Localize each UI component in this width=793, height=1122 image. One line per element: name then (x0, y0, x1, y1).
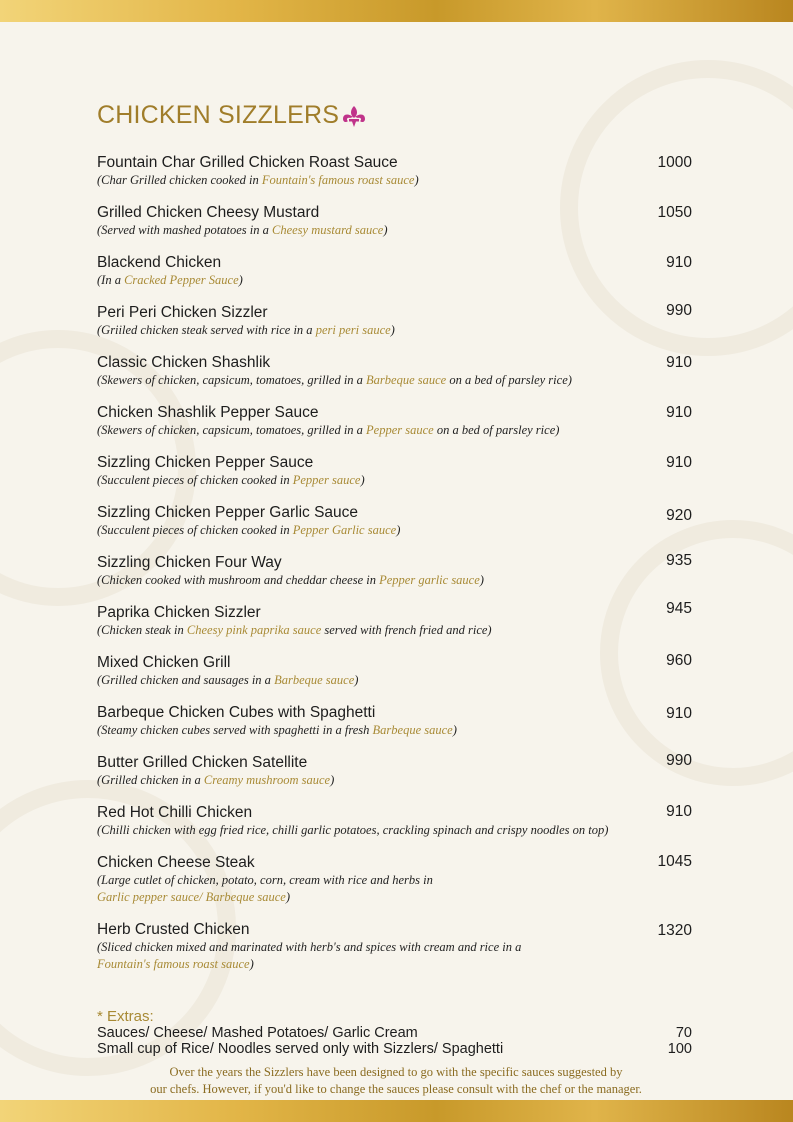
bottom-gold-band (0, 1100, 793, 1122)
menu-item (97, 704, 692, 739)
section-title (97, 101, 367, 130)
menu-item (97, 404, 692, 439)
item-description: (Char Grilled chicken cooked in Fountain's famous roast sauce) (97, 173, 419, 187)
item-name: Chicken Cheese Steak (97, 854, 255, 871)
menu-item (97, 654, 692, 689)
item-price: 935 (666, 552, 692, 569)
menu-item (97, 754, 692, 789)
item-price: 1000 (657, 154, 692, 171)
item-name: Red Hot Chilli Chicken (97, 804, 253, 821)
menu-item (97, 254, 692, 289)
extras-label: * Extras: (97, 1008, 154, 1025)
item-description: (Sliced chicken mixed and marinated with herb's and spices with cream and rice in a Fountain's famous roast sauce) (97, 940, 522, 971)
item-name: Sizzling Chicken Four Way (97, 554, 282, 571)
item-description: (Chicken steak in Cheesy pink paprika sauce served with french fried and rice) (97, 623, 492, 637)
item-name: Sizzling Chicken Pepper Sauce (97, 454, 314, 471)
item-price: 910 (666, 404, 692, 421)
item-name: Herb Crusted Chicken (97, 921, 250, 938)
menu-item (97, 854, 692, 906)
item-description: (Large cutlet of chicken, potato, corn, cream with rice and herbs in Garlic pepper sauce/ Barbeque sauce) (97, 873, 433, 904)
menu-item (97, 504, 692, 539)
extras-row (97, 1041, 692, 1057)
item-price: 1320 (657, 922, 692, 939)
item-name: Paprika Chicken Sizzler (97, 604, 261, 621)
extras-row (97, 1025, 692, 1041)
extras-row-price: 100 (667, 1041, 692, 1057)
item-price: 910 (666, 254, 692, 271)
item-description: (Succulent pieces of chicken cooked in Pepper Garlic sauce) (97, 523, 401, 537)
menu-item (97, 804, 692, 839)
item-description: (Skewers of chicken, capsicum, tomatoes, grilled in a Barbeque sauce on a bed of parsley rice) (97, 373, 572, 387)
item-price: 990 (666, 302, 692, 319)
section-title-text: CHICKEN SIZZLERS (97, 101, 340, 129)
item-price: 910 (666, 354, 692, 371)
item-name: Chicken Shashlik Pepper Sauce (97, 404, 319, 421)
menu-item (97, 454, 692, 489)
footnote (96, 1064, 696, 1098)
item-description: (Grilled chicken and sausages in a Barbeque sauce) (97, 673, 359, 687)
footnote-line: our chefs. However, if you'd like to change the sauces please consult with the chef or the manager. (150, 1082, 642, 1096)
item-price: 990 (666, 752, 692, 769)
item-price: 1045 (657, 853, 692, 870)
menu-item (97, 354, 692, 389)
item-name: Blackend Chicken (97, 254, 222, 271)
item-description: (Steamy chicken cubes served with spaghetti in a fresh Barbeque sauce) (97, 723, 457, 737)
item-name: Fountain Char Grilled Chicken Roast Sauce (97, 154, 398, 171)
item-price: 910 (666, 803, 692, 820)
extras-row-text: Sauces/ Cheese/ Mashed Potatoes/ Garlic Cream (97, 1025, 418, 1041)
item-price: 945 (666, 600, 692, 617)
item-name: Grilled Chicken Cheesy Mustard (97, 204, 320, 221)
item-price: 960 (666, 652, 692, 669)
extras-section (97, 1008, 692, 1057)
item-description: (Chicken cooked with mushroom and cheddar cheese in Pepper garlic sauce) (97, 573, 484, 587)
item-price: 1050 (657, 204, 692, 221)
menu-item (97, 154, 692, 189)
item-name: Sizzling Chicken Pepper Garlic Sauce (97, 504, 359, 521)
item-name: Butter Grilled Chicken Satellite (97, 754, 308, 771)
fleur-de-lis-icon (341, 104, 367, 128)
item-description: (Skewers of chicken, capsicum, tomatoes, grilled in a Pepper sauce on a bed of parsley rice) (97, 423, 560, 437)
item-description: (Succulent pieces of chicken cooked in Pepper sauce) (97, 473, 365, 487)
item-description: (Chilli chicken with egg fried rice, chilli garlic potatoes, crackling spinach and crispy noodles on top) (97, 823, 609, 837)
item-price: 910 (666, 454, 692, 471)
menu-item (97, 554, 692, 589)
top-gold-band (0, 0, 793, 22)
menu-item (97, 204, 692, 239)
menu-item (97, 304, 692, 339)
item-name: Mixed Chicken Grill (97, 654, 231, 671)
item-name: Peri Peri Chicken Sizzler (97, 304, 268, 321)
item-description: (Served with mashed potatoes in a Cheesy mustard sauce) (97, 223, 388, 237)
footnote-line: Over the years the Sizzlers have been designed to go with the specific sauces suggested by (169, 1065, 623, 1079)
extras-row-text: Small cup of Rice/ Noodles served only with Sizzlers/ Spaghetti (97, 1041, 504, 1057)
menu-item (97, 921, 692, 973)
item-description: (Grilled chicken in a Creamy mushroom sauce) (97, 773, 335, 787)
item-description: (Griiled chicken steak served with rice in a peri peri sauce) (97, 323, 395, 337)
item-price: 920 (666, 507, 692, 524)
extras-row-price: 70 (675, 1025, 692, 1041)
menu-item (97, 604, 692, 639)
item-description: (In a Cracked Pepper Sauce) (97, 273, 243, 287)
item-name: Barbeque Chicken Cubes with Spaghetti (97, 704, 376, 721)
item-price: 910 (666, 705, 692, 722)
item-name: Classic Chicken Shashlik (97, 354, 271, 371)
